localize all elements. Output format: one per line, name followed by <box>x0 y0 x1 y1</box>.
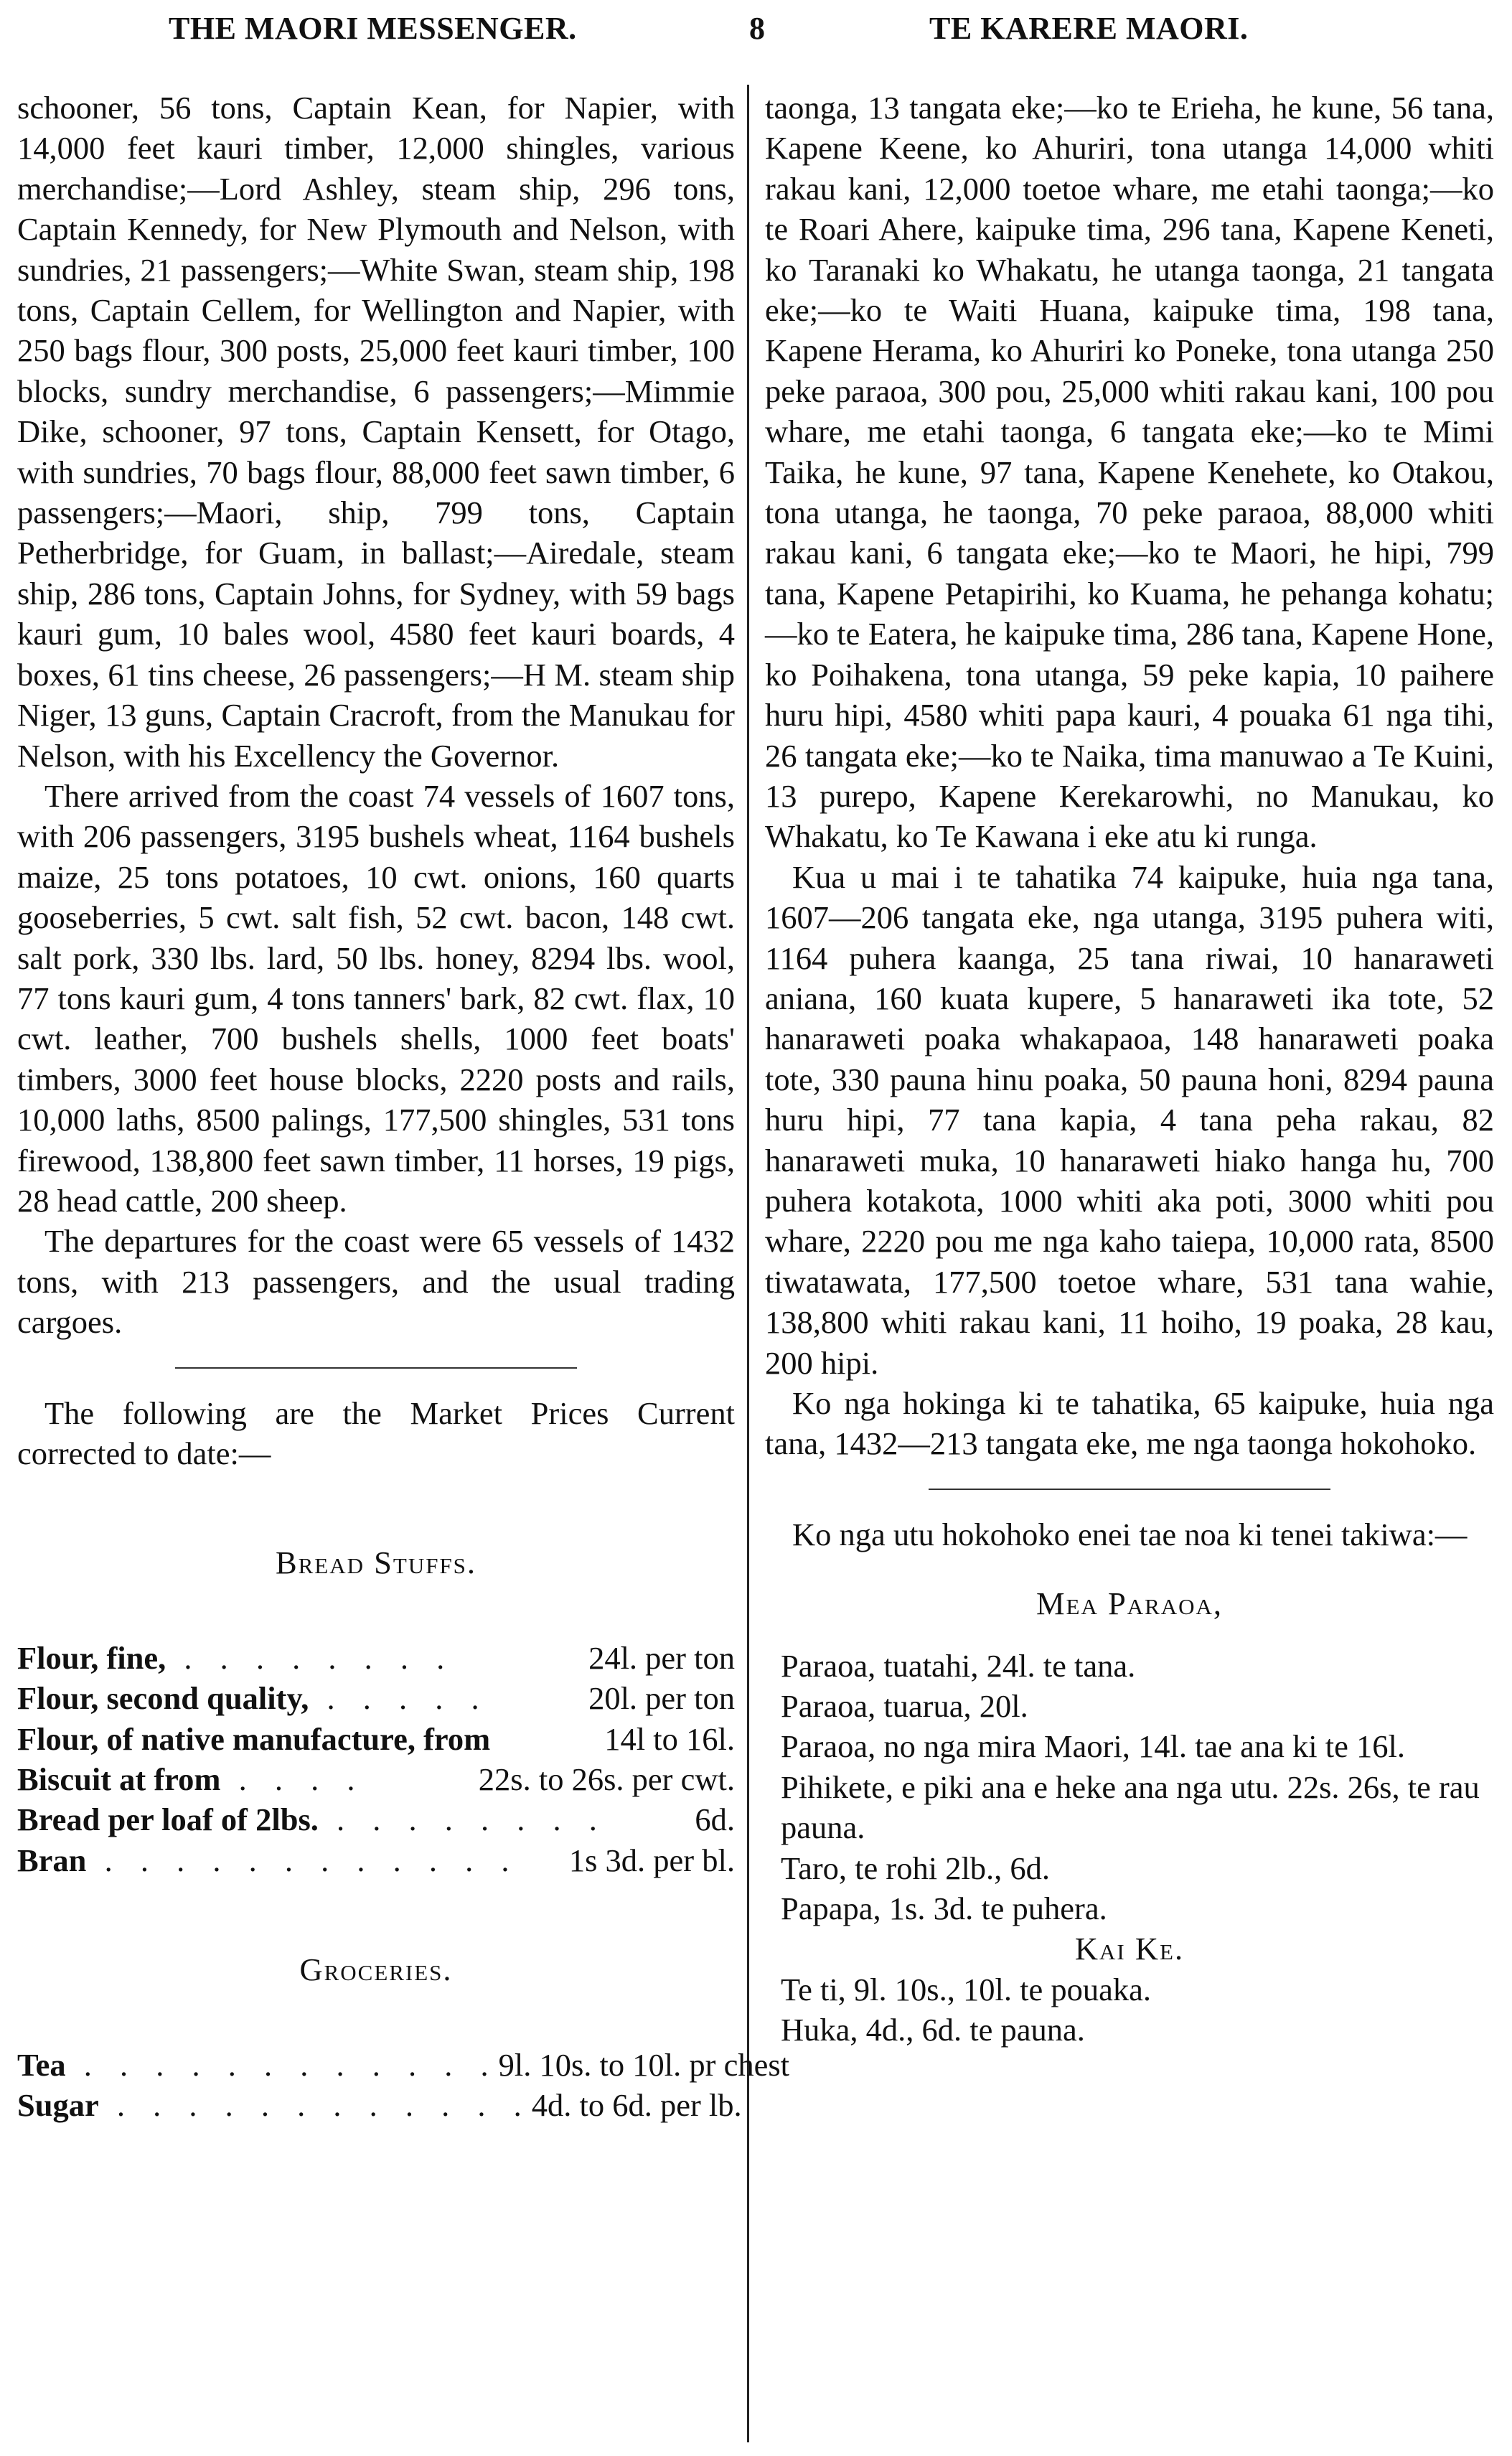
price-leader: . . . . . . . . . . . . <box>98 2087 532 2124</box>
coastal-arrivals-paragraph-maori: Kua u mai i te tahatika 74 kaipuke, huia nga tana, 1607—206 tangata eke, nga utanga, 3195 puhera witi, 1164 puhera kaanga, 25 tana riwai, 10 hanaraweti aniana, 160 kuata kupere, 5 hanaraweti ika tote, 52 hanaraweti poaka whakapaoa, 148 hanaraweti poaka tote, 330 pauna hinu poaka, 50 pauna honi, 8294 pauna huru hipi, 77 tana kapia, 4 tana peha rakau, 82 hanaraweti muka, 10 hanaraweti hiako hanga hu, 700 puhera kotakota, 1000 whiti aka poti, 3000 whiti pou whare, 2220 pou me nga kaho taiepa, 10,000 rata, 8500 tiwatawata, 177,500 toetoe whare, 531 tana wahie, 138,800 whiti rakau kani, 11 hoiho, 19 poaka, 28 kau, 200 hipi. <box>765 858 1494 1381</box>
price-row <box>17 2085 742 2125</box>
price-line: Paraoa, tuarua, 20l. <box>781 1688 1028 1725</box>
price-value: 22s. to 26s. per cwt. <box>478 1761 735 1798</box>
market-prices-intro: The following are the Market Prices Current corrected to date:— <box>17 1395 735 1471</box>
price-label: Flour, of native manufacture, from <box>17 1720 491 1757</box>
page-header <box>0 10 1512 53</box>
section-divider <box>175 1367 577 1369</box>
price-row <box>17 1638 735 1678</box>
price-label: Flour, second quality, <box>17 1680 309 1717</box>
price-row <box>17 1799 735 1839</box>
price-line: Taro, te rohi 2lb., 6d. <box>781 1850 1051 1886</box>
market-prices-intro-maori: Ko nga utu hokohoko enei tae noa ki tenei takiwa:— <box>792 1516 1468 1552</box>
price-leader: . . . . . . . . <box>166 1639 455 1676</box>
price-value: 9l. 10s. to 10l. pr chest <box>498 2046 790 2083</box>
price-leader <box>490 1719 604 1759</box>
bread-stuffs-heading: Bread Stuffs. <box>275 1545 477 1581</box>
price-label: Sugar <box>17 2087 99 2124</box>
price-line: Te ti, 9l. 10s., 10l. te pouaka. <box>781 1971 1151 2007</box>
price-leader: . . . . . . . . <box>318 1801 607 1838</box>
price-row <box>17 1840 735 1880</box>
shipping-departures-paragraph: schooner, 56 tons, Captain Kean, for Napier, with 14,000 feet kauri timber, 12,000 shingles, various merchandise;—Lord Ashley, steam ship, 296 tons, Captain Kennedy, for New Plymouth and Nelson, with sundries, 21 passengers;—White Swan, steam ship, 198 tons, Captain Cellem, for Wellington and Napier, with 250 bags flour, 300 posts, 25,000 feet kauri timber, 100 blocks, sundry merchandise, 6 passengers;—Mimmie Dike, schooner, 97 tons, Captain Kensett, for Otago, with sundries, 70 bags flour, 88,000 feet sawn timber, 6 passengers;—Maori, ship, 799 tons, Captain Petherbridge, for Guam, in ballast;—Airedale, steam ship, 286 tons, Captain Johns, for Sydney, with 59 bags kauri gum, 10 bales wool, 4580 feet kauri boards, 4 boxes, 61 tins cheese, 26 passengers;—H M. steam ship Niger, 13 guns, Captain Cracroft, from the Manukau for Nelson, with his Excellency the Governor. <box>17 90 735 774</box>
page-number: 8 <box>749 11 766 46</box>
price-value: 14l to 16l. <box>604 1720 735 1757</box>
price-value: 24l. per ton <box>588 1639 735 1676</box>
header-title-maori: TE KARERE MAORI. <box>929 11 1249 46</box>
price-line: Papapa, 1s. 3d. te puhera. <box>781 1890 1107 1927</box>
groceries-heading-maori: Kai Ke. <box>1074 1931 1185 1967</box>
groceries-heading: Groceries. <box>299 1951 453 1988</box>
header-title-english: THE MAORI MESSENGER. <box>169 11 577 46</box>
english-column <box>17 88 790 2442</box>
grocery-price-list <box>17 2045 790 2126</box>
price-line: Pihikete, e piki ana e heke ana nga utu. 22s. 26s, te rau pauna. <box>781 1768 1480 1846</box>
column-divider <box>747 85 749 2442</box>
shipping-departures-paragraph-maori: taonga, 13 tangata eke;—ko te Erieha, he kune, 56 tana, Kapene Keene, ko Ahuriri, tona utanga 14,000 whiti rakau kani, 12,000 toetoe whare, me etahi taonga;—ko te Roari Ahere, kaipuke tima, 296 tana, Kapene Keneti, ko Taranaki ko Whakatu, he utanga taonga, 21 tangata eke;—ko te Waiti Huana, kaipuke tima, 198 tana, Kapene Herama, ko Ahuriri ko Poneke, tona utanga 250 peke paraoa, 300 pou, 25,000 whiti rakau kani, 100 pou whare, me etahi taonga, 6 tangata eke;—ko te Mimi Taika, he kune, 97 tana, Kapene Kenehete, ko Otakou, tona utanga, he taonga, 70 peke paraoa, 88,000 whiti rakau kani, 6 tangata eke;—ko te Maori, he hipi, 799 tana, Kapene Petapirihi, ko Kuama, he pehanga kohatu;—ko te Eatera, he kaipuke tima, 286 tana, Kapene Hone, ko Poihakena, tona utanga, 59 peke kapia, 10 paihere huru hipi, 4580 whiti papa kauri, 4 pouaka 61 nga tihi, 26 tangata eke;—ko te Naika, tima manuwao a Te Kuini, 13 purepo, Kapene Kerekarowhi, no Manukau, ko Whakatu, ko Te Kawana i eke atu ki runga. <box>765 90 1494 855</box>
maori-column <box>765 88 1494 2442</box>
price-value: 6d. <box>695 1801 735 1838</box>
price-label: Tea <box>17 2046 66 2083</box>
price-value: 1s 3d. per bl. <box>568 1842 735 1878</box>
coastal-arrivals-paragraph: There arrived from the coast 74 vessels of 1607 tons, with 206 passengers, 3195 bushels wheat, 1164 bushels maize, 25 tons potatoes, 10 cwt. onions, 160 quarts gooseberries, 5 cwt. salt fish, 52 cwt. bacon, 148 cwt. salt pork, 330 lbs. lard, 50 lbs. honey, 8294 lbs. wool, 77 tons kauri gum, 4 tons tanners' bark, 82 cwt. flax, 10 cwt. leather, 700 bushels shells, 1000 feet boats' timbers, 3000 feet house blocks, 2220 posts and rails, 10,000 laths, 8500 palings, 177,500 shingles, 531 tons firewood, 138,800 feet sawn timber, 11 horses, 19 pigs, 28 head cattle, 200 sheep. <box>17 777 735 1219</box>
price-row <box>17 1678 735 1718</box>
coastal-departures-paragraph: The departures for the coast were 65 vessels of 1432 tons, with 213 passengers, and the usual trading cargoes. <box>17 1223 735 1341</box>
price-value: 4d. to 6d. per lb. <box>531 2087 742 2124</box>
price-value: 20l. per ton <box>588 1680 735 1717</box>
bread-stuffs-heading-maori: Mea Paraoa, <box>1036 1585 1224 1622</box>
grocery-price-list-maori <box>765 1969 1494 2050</box>
price-label: Flour, fine, <box>17 1639 166 1676</box>
coastal-departures-paragraph-maori: Ko nga hokinga ki te tahatika, 65 kaipuke, huia nga tana, 1432—213 tangata eke, me nga taonga hokohoko. <box>765 1385 1494 1462</box>
bread-price-list <box>17 1638 735 1880</box>
price-label: Biscuit at from <box>17 1761 221 1798</box>
price-label: Bread per loaf of 2lbs. <box>17 1801 319 1838</box>
price-leader: . . . . . <box>309 1680 489 1717</box>
price-line: Paraoa, no nga mira Maori, 14l. tae ana ki te 16l. <box>781 1728 1405 1765</box>
price-line: Huka, 4d., 6d. te pauna. <box>781 2012 1085 2048</box>
bread-price-list-maori <box>765 1646 1494 1929</box>
price-row <box>17 2045 790 2085</box>
price-leader: . . . . . . . . . . . . <box>65 2046 499 2083</box>
price-row <box>17 1719 735 1759</box>
section-divider <box>929 1489 1330 1490</box>
price-row <box>17 1759 735 1799</box>
price-leader: . . . . <box>220 1761 365 1798</box>
price-line: Paraoa, tuatahi, 24l. te tana. <box>781 1647 1136 1684</box>
price-leader: . . . . . . . . . . . . <box>86 1842 520 1878</box>
price-label: Bran <box>17 1842 87 1878</box>
